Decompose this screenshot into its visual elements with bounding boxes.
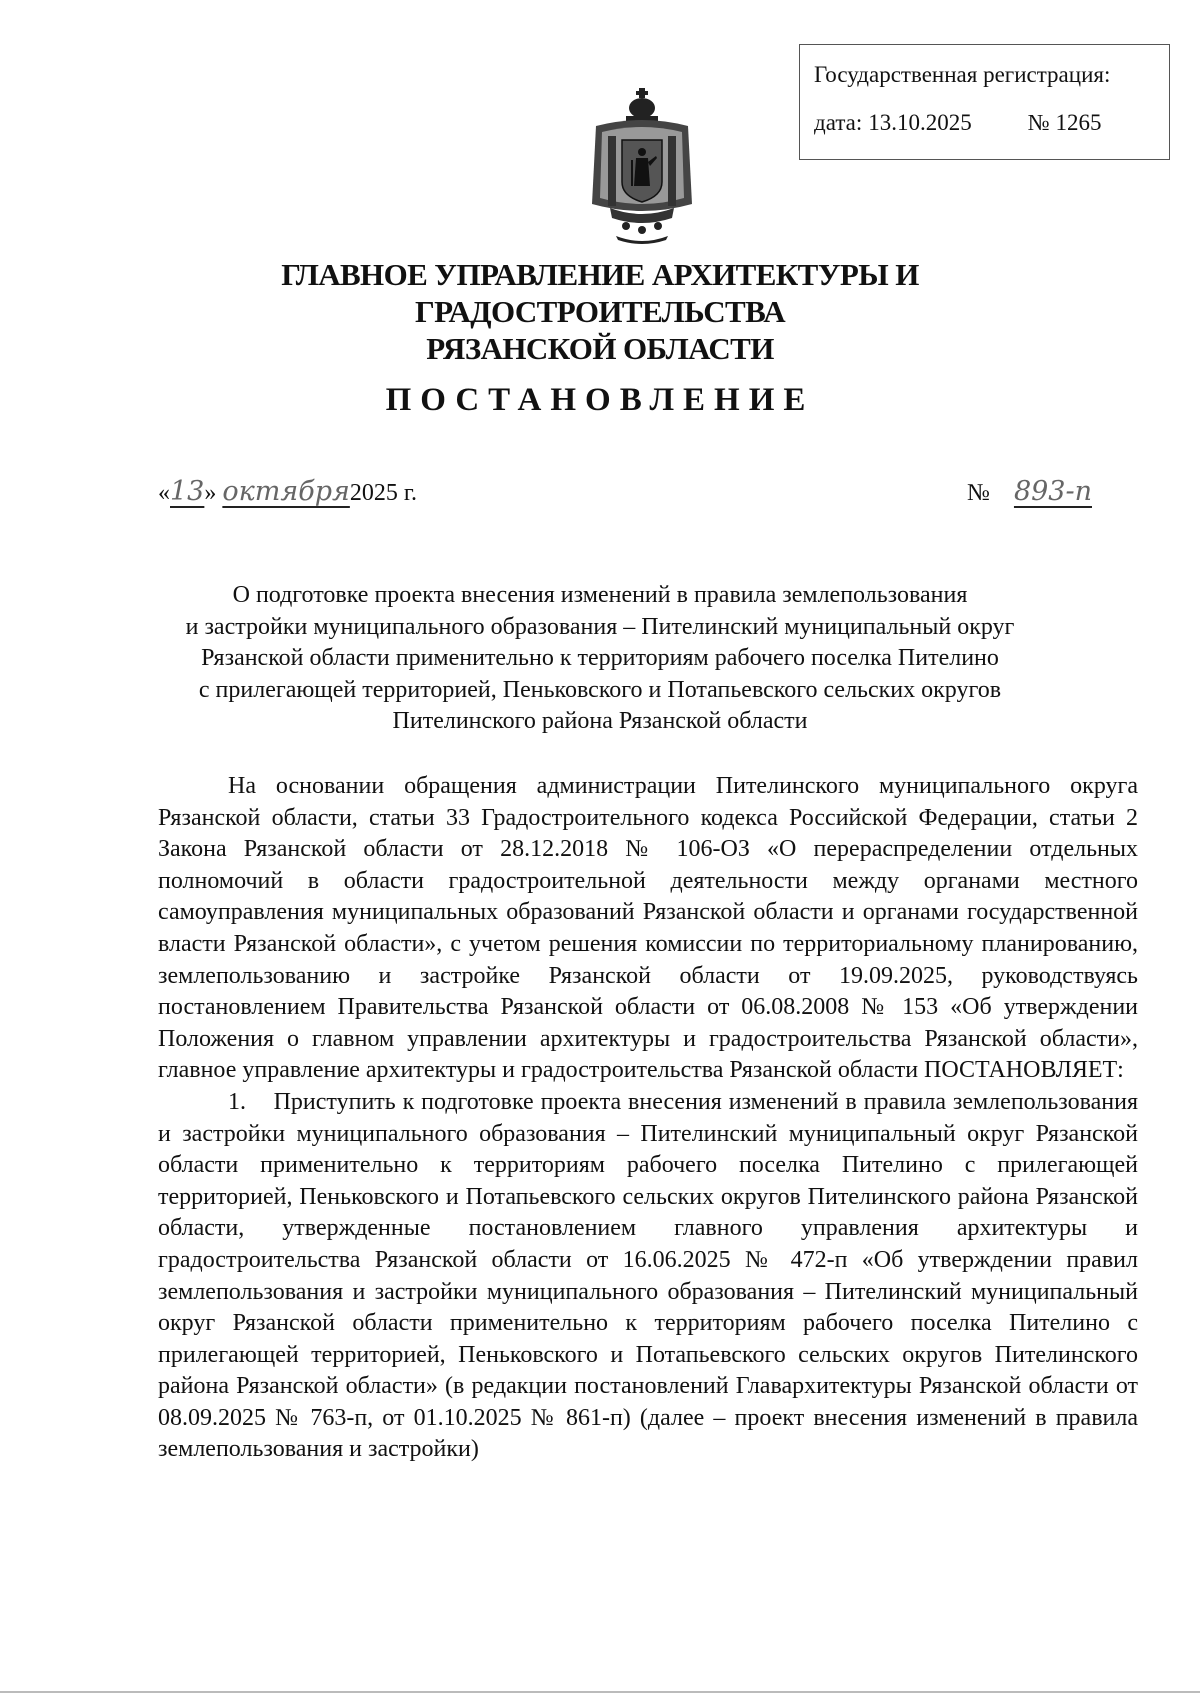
registration-title: Государственная регистрация:	[814, 62, 1111, 87]
registration-box	[799, 44, 1170, 160]
document-number	[967, 478, 1092, 505]
registration-date: 13.10.2025	[868, 110, 972, 135]
subject-line: Пителинского района Рязанской области	[392, 708, 808, 735]
item-1-number: 1.	[228, 1088, 246, 1115]
date-open-quote: «	[158, 480, 170, 506]
document-body	[158, 771, 1138, 1466]
subject-line: О подготовке проекта внесения изменений в правила землепользования	[232, 582, 968, 608]
registration-row	[814, 111, 1169, 134]
coat-of-arms-icon	[586, 86, 698, 246]
number-label: №	[967, 480, 990, 506]
document-date	[158, 478, 417, 505]
preamble-paragraph: На основании обращения администрации Пителинского муниципального округа Рязанской области, статьи 33 Градостроительного кодекса Российской Федерации, статьи 2 Закона Рязанской области от 28.12.2018 № 106-ОЗ «О перераспределении отдельных полномочий в области градостроительной деятельности между органами местного самоуправления муниципальных образований Рязанской области и органами государственной власти Рязанской области», с учетом решения комиссии по территориальному планированию, землепользованию и застройке Рязанской области от 19.09.2025, руководствуясь постановлением Правительства Рязанской области от 06.08.2008 № 153 «Об утверждении Положения о главном управлении архитектуры и градостроительства Рязанской области», главное управление архитектуры и градостроительства Рязанской области ПОСТАНОВЛЯЕТ:	[158, 773, 1138, 1084]
organization-title	[100, 256, 1100, 367]
subject-line: Рязанской области применительно к территориям рабочего поселка Пителино	[201, 645, 999, 672]
subject-line: с прилегающей территорией, Пеньковского и Потапьевского сельских округов	[198, 676, 1002, 703]
bottom-rule	[0, 1691, 1200, 1693]
date-month: октября	[222, 476, 350, 507]
registration-date-label: дата:	[814, 110, 863, 135]
registration-number: № 1265	[1027, 110, 1102, 135]
subject-line: и застройки муниципального образования – Пителинский муниципальный округ	[185, 613, 1015, 640]
date-close-quote: »	[204, 480, 217, 506]
organization-title-line2: РЯЗАНСКОЙ ОБЛАСТИ	[426, 331, 774, 366]
date-year: 2025 г.	[349, 480, 417, 506]
document-type: ПОСТАНОВЛЕНИЕ	[385, 382, 815, 418]
document-subject	[120, 580, 1080, 738]
number-value: 893-п	[1013, 476, 1092, 507]
item-1-paragraph	[158, 1087, 1138, 1466]
item-1-text: Приступить к подготовке проекта внесения изменений в правила землепользования и застройки муниципального образования – Пителинский муниципальный округ Рязанской области применительно к территориям рабочего поселка Пителино с прилегающей территорией, Пеньковского и Потапьевского сельских округов Пителинского района Рязанской области, утвержденные постановлением главного управления архитектуры и градостроительства Рязанской области от 16.06.2025 № 472-п «Об утверждении правил землепользования и застройки муниципального образования – Пителинский муниципальный округ Рязанской области применительно к территориям рабочего поселка Пителино с прилегающей территорией, Пеньковского и Потапьевского сельских округов Пителинского района Рязанской области» (в редакции постановлений Главархитектуры Рязанской области от 08.09.2025 № 763-п, от 01.10.2025 № 861-п) (далее – проект внесения изменений в правила землепользования и застройки)	[158, 1088, 1138, 1463]
date-day: 13	[170, 476, 205, 507]
organization-title-line1: ГЛАВНОЕ УПРАВЛЕНИЕ АРХИТЕКТУРЫ И ГРАДОСТРОИТЕЛЬСТВА	[281, 257, 919, 329]
